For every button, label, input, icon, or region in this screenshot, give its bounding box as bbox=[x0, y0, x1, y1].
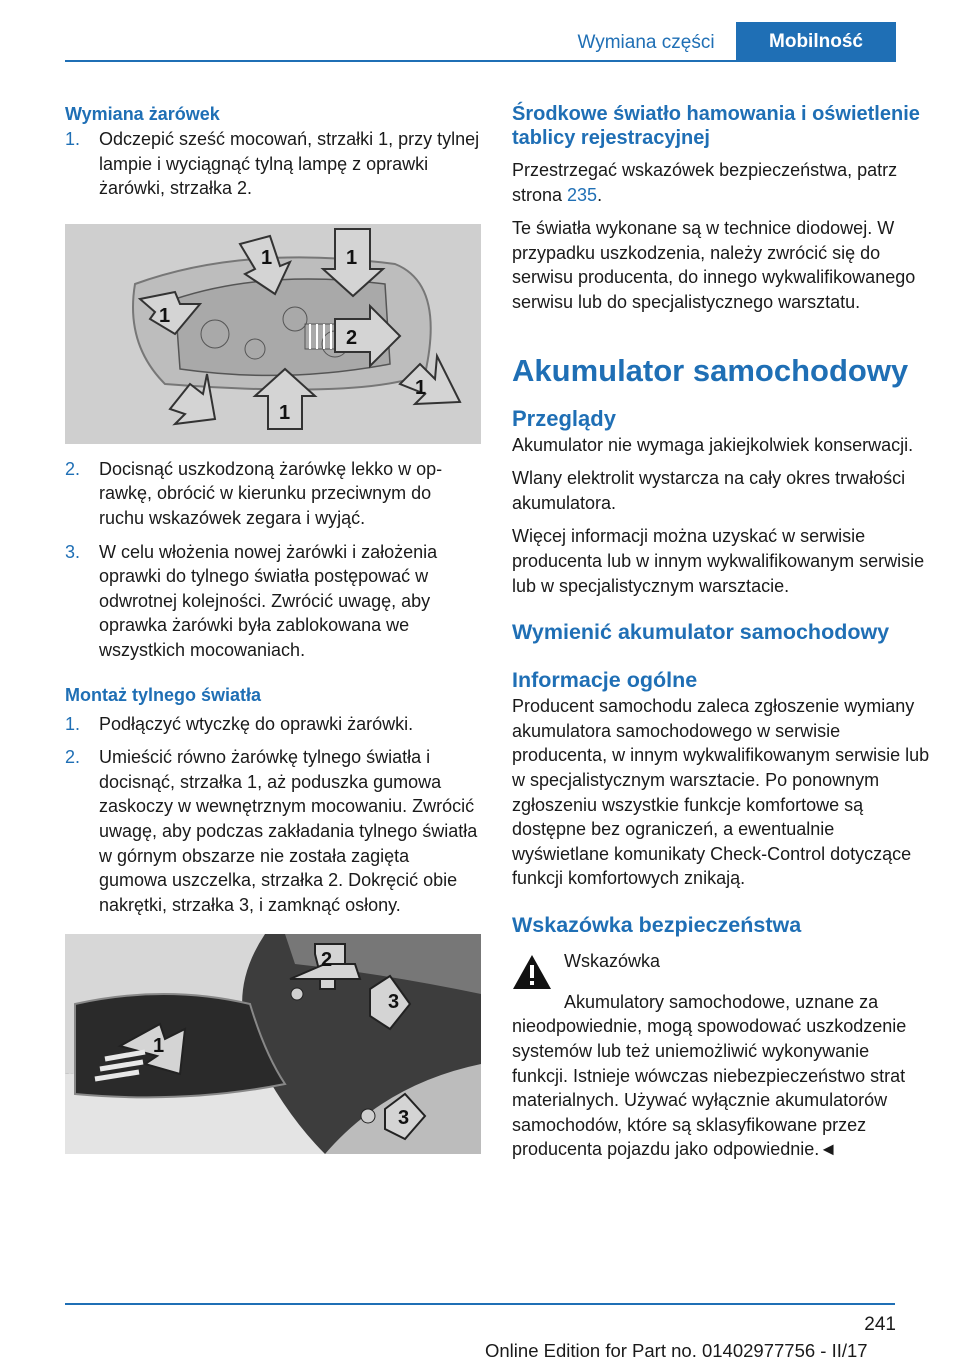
list-item bbox=[65, 712, 481, 737]
step-number: 2. bbox=[65, 747, 81, 768]
page-link[interactable]: 235 bbox=[567, 184, 598, 205]
chapter-tab: Mobilność bbox=[736, 22, 896, 62]
text: Przestrzegać wskazówek bezpieczeństwa, patrz strona bbox=[512, 160, 898, 205]
callout-1: 1 bbox=[279, 401, 291, 424]
list-item bbox=[65, 457, 481, 531]
step-text: Docisnąć uszkodzoną żarówkę lekko w oprawkę, obrócić w kierunku przeciwnym do ruchu wskazówek zegara i wyjąć. bbox=[99, 458, 443, 528]
figure-rear-lamp-mounting bbox=[65, 934, 481, 1154]
heading-safety-note: Wskazówka bezpieczeństwa bbox=[512, 912, 802, 937]
heading-general-info: Informacje ogólne bbox=[512, 668, 698, 693]
page-number: 241 bbox=[864, 1314, 896, 1335]
edition-note: Online Edition for Part no. 01402977756 - II/17 bbox=[485, 1340, 868, 1361]
warning-triangle-icon bbox=[512, 954, 552, 990]
section-tab: Wymiana części bbox=[577, 32, 715, 53]
paragraph: Te światła wykonane są w technice diodowej. W przypadku uszkodzenia, należy zwrócić się do serwisu producenta, do innego wykwalifikowanego serwisu lub do specjalistycznego warsztatu. bbox=[512, 218, 916, 312]
steps-list-c bbox=[65, 712, 481, 918]
step-number: 3. bbox=[65, 541, 81, 562]
callout-1: 1 bbox=[159, 304, 171, 327]
paragraph: Wlany elektrolit wystarcza na cały okres trwałości akumulatora. bbox=[512, 468, 906, 513]
heading-car-battery: Akumulator samochodowy bbox=[512, 352, 909, 388]
callout-2: 2 bbox=[321, 949, 333, 972]
right-column bbox=[512, 102, 930, 1162]
list-item bbox=[65, 127, 481, 201]
header-rule bbox=[65, 60, 895, 62]
paragraph: Więcej informacji można uzyskać w serwisie producenta lub w innym wykwalifikowanym serwisie lub w specjalistycznym warsztacie. bbox=[512, 526, 925, 596]
paragraph: Producent samochodu zaleca zgłoszenie wymiany akumulatora samochodowego w serwisie producenta, w innym wykwalifikowanym serwisie lub w specjalistycznym warsztacie. Po ponownym zgłoszeniu wszystkie funkcje komfortowe są dostępne bez ograniczeń, a ewentualnie wyświetlane komunikaty Check-Control dotyczące funkcji komfortowych znikają. bbox=[512, 696, 930, 889]
figure-rear-lamp-clips bbox=[65, 224, 481, 444]
left-column bbox=[65, 102, 481, 1154]
list-item bbox=[65, 540, 481, 663]
heading-replace-battery: Wymienić akumulator samochodowy bbox=[512, 620, 890, 645]
heading-center-brake-light: Środkowe światło hamowania i oświetlenie tablicy rejestracyjnej bbox=[512, 103, 920, 149]
callout-1: 1 bbox=[153, 1035, 165, 1058]
step-number: 1. bbox=[65, 713, 81, 734]
callout-2: 2 bbox=[346, 326, 358, 349]
steps-list-b bbox=[65, 457, 481, 663]
list-item bbox=[65, 745, 481, 917]
step-text: Umieścić równo żarówkę tylnego światła i docisnąć, strzałka 1, aż poduszka gumowa zaskoczy w wewnętrznym mocowaniu. Zwrócić uwagę, aby podczas zakładania tylnego światła w górnym obszarze nie została zagięta gumowa uszczelka, strzałka 2. Dokręcić obie nakrętki, strzałka 3, i zamknąć osłony. bbox=[99, 747, 478, 915]
warning-text: Akumulatory samochodowe, uznane za nieodpowiednie, mogą spowodować uszkodzenie systemów lub też uniemożliwić wykonywanie funkcji. Istnieje wówczas niebezpieczeństwo strat materialnych. Używać wyłącznie akumulatorów samochodów, które są sklasyfikowane przez producenta pojazdu jako odpowiednie.◄ bbox=[512, 991, 907, 1160]
heading-rear-lamp-mounting: Montaż tylnego światła bbox=[65, 684, 262, 705]
callout-3: 3 bbox=[388, 991, 400, 1014]
callout-1: 1 bbox=[415, 376, 427, 399]
warning-title: Wskazówka bbox=[564, 950, 661, 971]
step-number: 2. bbox=[65, 458, 81, 479]
footer-rule bbox=[65, 1303, 895, 1305]
paragraph bbox=[512, 158, 930, 207]
step-number: 1. bbox=[65, 129, 81, 149]
steps-list-a bbox=[65, 127, 481, 201]
heading-bulb-replacement: Wymiana żarówek bbox=[65, 104, 220, 124]
callout-3: 3 bbox=[398, 1107, 410, 1130]
paragraph: Akumulator nie wymaga jakiejkolwiek konserwacji. bbox=[512, 434, 914, 455]
callout-1: 1 bbox=[346, 246, 358, 269]
step-text: W celu włożenia nowej żarówki i założenia oprawki do tylnego światła postępować w odwrotnej kolejności. Zwrócić uwagę, aby oprawka żarówki była zablokowana we wszystkich mocowaniach. bbox=[99, 541, 438, 660]
warning-block bbox=[512, 949, 930, 990]
step-text: Podłączyć wtyczkę do oprawki żarówki. bbox=[99, 713, 414, 734]
step-text: Odczepić sześć mocowań, strzałki 1, przy tylnej lampie i wyciągnąć tylną lampę z oprawki żarówki, strzałka 2. bbox=[99, 129, 480, 199]
text: . bbox=[597, 184, 603, 205]
heading-inspections: Przeglądy bbox=[512, 405, 616, 431]
callout-1: 1 bbox=[261, 246, 273, 269]
